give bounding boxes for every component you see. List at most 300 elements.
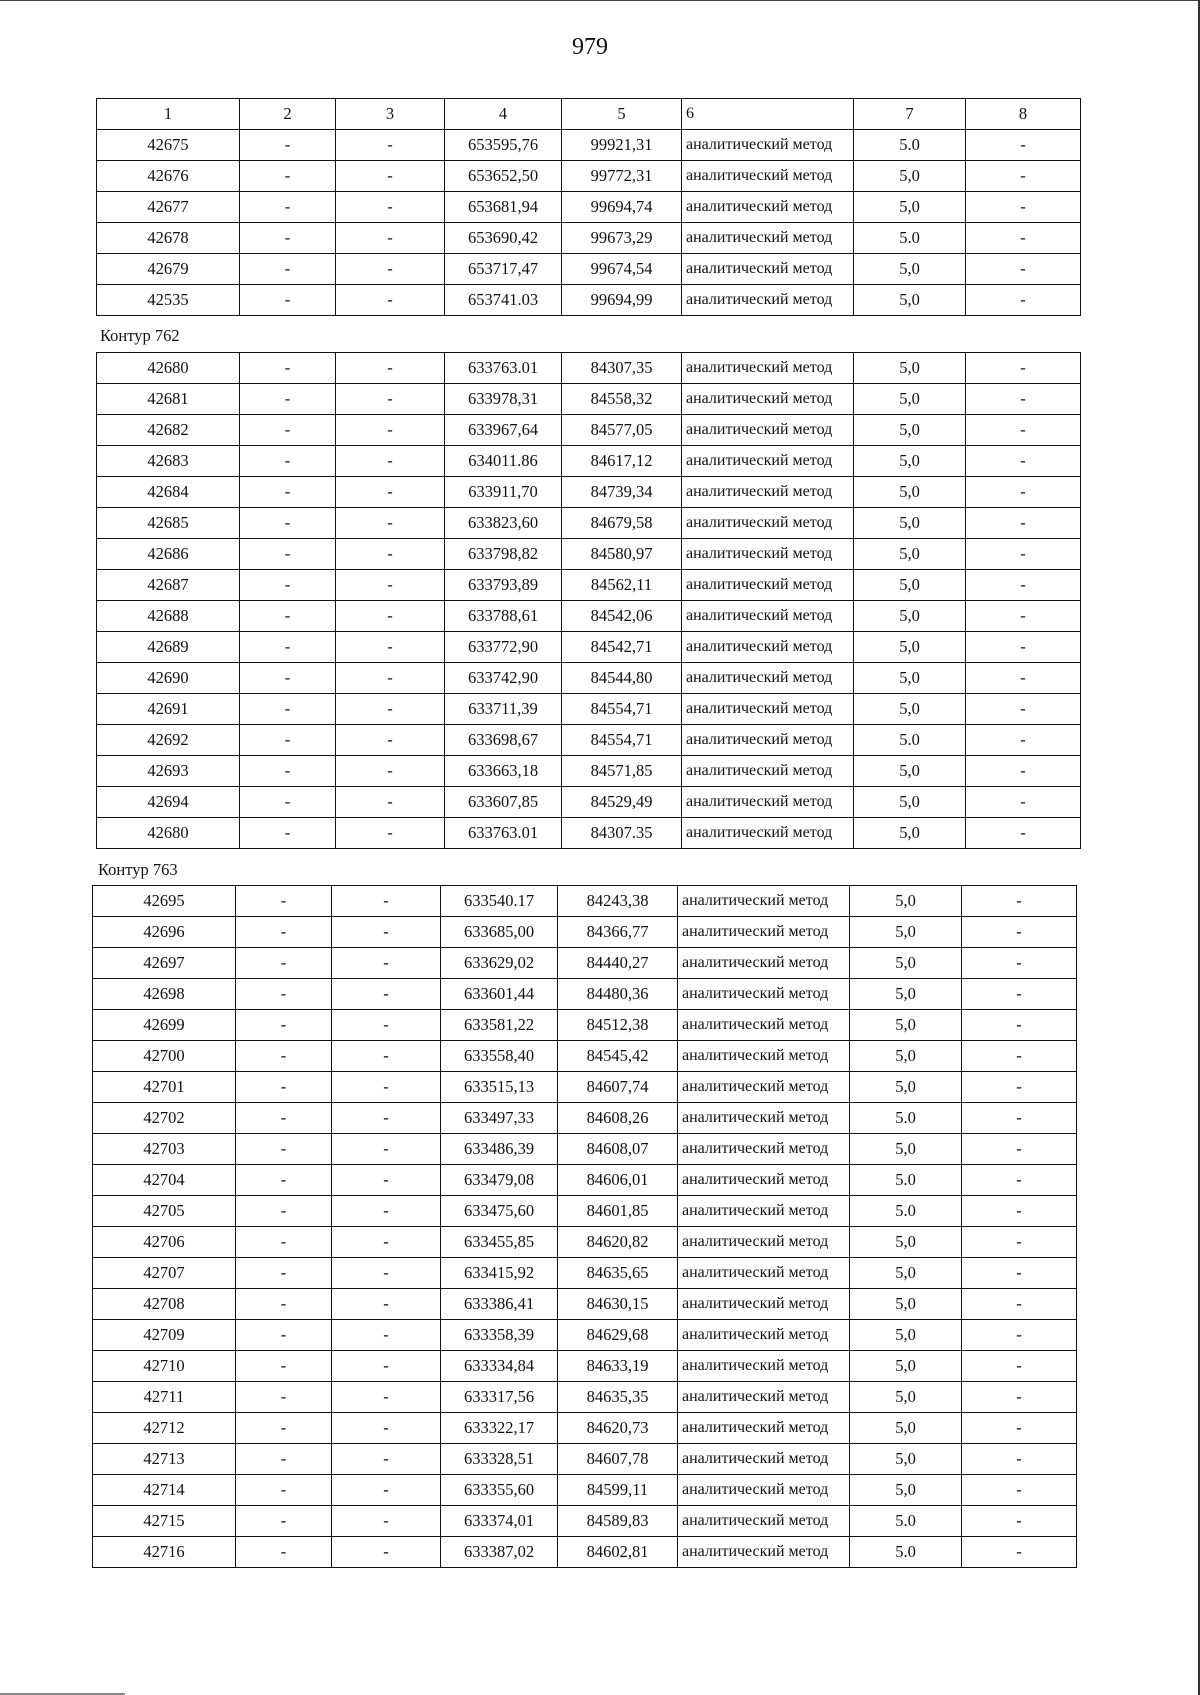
point-number-cell: 42709 — [93, 1320, 236, 1351]
col-8-cell: - — [962, 1475, 1077, 1506]
accuracy-cell: 5,0 — [854, 477, 966, 508]
point-number-cell: 1 — [97, 99, 240, 130]
accuracy-cell: 5,0 — [854, 415, 966, 446]
y-coordinate-cell: 84542,71 — [562, 632, 682, 663]
y-coordinate-cell: 84620,73 — [558, 1413, 678, 1444]
x-coordinate-cell: 633788,61 — [445, 601, 562, 632]
table-row — [93, 1444, 1077, 1475]
table-row — [93, 1103, 1077, 1134]
col-3-cell: - — [332, 1320, 441, 1351]
point-number-cell: 42690 — [97, 663, 240, 694]
table-row — [97, 663, 1081, 694]
method-cell: аналитический метод — [682, 446, 854, 477]
col-8-cell: - — [962, 1041, 1077, 1072]
col-8-cell: - — [962, 1506, 1077, 1537]
x-coordinate-cell: 633386,41 — [441, 1289, 558, 1320]
col-8-cell: - — [962, 1258, 1077, 1289]
method-cell: аналитический метод — [682, 192, 854, 223]
accuracy-cell: 5,0 — [854, 539, 966, 570]
table-row — [97, 818, 1081, 849]
col-2-cell: - — [240, 446, 336, 477]
point-number-cell: 42692 — [97, 725, 240, 756]
col-2-cell: - — [236, 1196, 332, 1227]
y-coordinate-cell: 84607,78 — [558, 1444, 678, 1475]
accuracy-cell: 5,0 — [854, 285, 966, 316]
x-coordinate-cell: 633558,40 — [441, 1041, 558, 1072]
method-cell: аналитический метод — [682, 601, 854, 632]
col-3-cell: - — [332, 1227, 441, 1258]
point-number-cell: 42693 — [97, 756, 240, 787]
point-number-cell: 42706 — [93, 1227, 236, 1258]
col-3-cell: - — [336, 477, 445, 508]
x-coordinate-cell: 633540.17 — [441, 886, 558, 917]
col-2-cell: - — [240, 663, 336, 694]
method-cell: аналитический метод — [678, 1196, 850, 1227]
x-coordinate-cell: 633663,18 — [445, 756, 562, 787]
col-3-cell: - — [332, 1537, 441, 1568]
accuracy-cell: 5,0 — [854, 694, 966, 725]
y-coordinate-cell: 84562,11 — [562, 570, 682, 601]
col-3-cell: - — [336, 632, 445, 663]
col-3-cell: - — [332, 886, 441, 917]
point-number-cell: 42686 — [97, 539, 240, 570]
col-3-cell: - — [336, 663, 445, 694]
x-coordinate-cell: 633742,90 — [445, 663, 562, 694]
x-coordinate-cell: 633317,56 — [441, 1382, 558, 1413]
x-coordinate-cell: 633978,31 — [445, 384, 562, 415]
x-coordinate-cell: 634011.86 — [445, 446, 562, 477]
x-coordinate-cell: 633772,90 — [445, 632, 562, 663]
col-2-cell: - — [236, 1258, 332, 1289]
x-coordinate-cell: 633358,39 — [441, 1320, 558, 1351]
col-2-cell: - — [240, 254, 336, 285]
accuracy-cell: 5.0 — [854, 130, 966, 161]
method-cell: аналитический метод — [678, 1320, 850, 1351]
col-3-cell: - — [336, 570, 445, 601]
table-row — [97, 353, 1081, 384]
accuracy-cell: 5,0 — [854, 161, 966, 192]
y-coordinate-cell: 84601,85 — [558, 1196, 678, 1227]
method-cell: аналитический метод — [682, 353, 854, 384]
accuracy-cell: 5,0 — [850, 886, 962, 917]
method-cell: аналитический метод — [678, 1537, 850, 1568]
point-number-cell: 42699 — [93, 1010, 236, 1041]
point-number-cell: 42677 — [97, 192, 240, 223]
col-2-cell: - — [240, 601, 336, 632]
method-cell: аналитический метод — [678, 1413, 850, 1444]
method-cell: аналитический метод — [682, 787, 854, 818]
table-row — [93, 1258, 1077, 1289]
col-8-cell: - — [966, 223, 1081, 254]
table-row — [97, 632, 1081, 663]
x-coordinate-cell: 633967,64 — [445, 415, 562, 446]
y-coordinate-cell: 84480,36 — [558, 979, 678, 1010]
point-number-cell: 42698 — [93, 979, 236, 1010]
accuracy-cell: 5,0 — [850, 1444, 962, 1475]
x-coordinate-cell: 653690,42 — [445, 223, 562, 254]
table-row — [93, 979, 1077, 1010]
accuracy-cell: 5,0 — [854, 570, 966, 601]
point-number-cell: 42535 — [97, 285, 240, 316]
page-number: 979 — [572, 34, 608, 60]
col-3-cell: - — [332, 1413, 441, 1444]
x-coordinate-cell: 633911,70 — [445, 477, 562, 508]
table-row — [93, 917, 1077, 948]
col-3-cell: 3 — [336, 99, 445, 130]
table-row — [97, 477, 1081, 508]
accuracy-cell: 5,0 — [850, 1134, 962, 1165]
accuracy-cell: 5,0 — [850, 917, 962, 948]
method-cell: аналитический метод — [682, 254, 854, 285]
point-number-cell: 42712 — [93, 1413, 236, 1444]
x-coordinate-cell: 633711,39 — [445, 694, 562, 725]
col-2-cell: - — [240, 477, 336, 508]
point-number-cell: 42700 — [93, 1041, 236, 1072]
x-coordinate-cell: 633455,85 — [441, 1227, 558, 1258]
col-8-cell: - — [962, 1010, 1077, 1041]
col-8-cell: - — [966, 353, 1081, 384]
method-cell: аналитический метод — [678, 886, 850, 917]
y-coordinate-cell: 84542,06 — [562, 601, 682, 632]
col-2-cell: - — [236, 1351, 332, 1382]
table-row — [97, 570, 1081, 601]
table-row — [93, 1289, 1077, 1320]
method-cell: аналитический метод — [678, 1289, 850, 1320]
col-8-cell: - — [962, 917, 1077, 948]
point-number-cell: 42702 — [93, 1103, 236, 1134]
col-8-cell: - — [962, 1196, 1077, 1227]
col-8-cell: - — [962, 1072, 1077, 1103]
point-number-cell: 42683 — [97, 446, 240, 477]
method-cell: аналитический метод — [678, 1258, 850, 1289]
col-3-cell: - — [336, 192, 445, 223]
col-8-cell: - — [966, 725, 1081, 756]
x-coordinate-cell: 633486,39 — [441, 1134, 558, 1165]
table-row — [97, 161, 1081, 192]
point-number-cell: 42676 — [97, 161, 240, 192]
table-row — [93, 1351, 1077, 1382]
col-2-cell: - — [240, 632, 336, 663]
point-number-cell: 42680 — [97, 818, 240, 849]
table-row — [97, 508, 1081, 539]
contour-763-table — [92, 885, 1077, 1568]
method-cell: аналитический метод — [682, 223, 854, 254]
y-coordinate-cell: 84545,42 — [558, 1041, 678, 1072]
point-number-cell: 42675 — [97, 130, 240, 161]
col-3-cell: - — [336, 254, 445, 285]
accuracy-cell: 5,0 — [850, 1413, 962, 1444]
point-number-cell: 42679 — [97, 254, 240, 285]
method-cell: аналитический метод — [682, 415, 854, 446]
y-coordinate-cell: 5 — [562, 99, 682, 130]
col-2-cell: - — [236, 1072, 332, 1103]
y-coordinate-cell: 84366,77 — [558, 917, 678, 948]
table-row — [97, 254, 1081, 285]
method-cell: аналитический метод — [678, 1382, 850, 1413]
col-8-cell: - — [966, 446, 1081, 477]
col-2-cell: - — [236, 1413, 332, 1444]
y-coordinate-cell: 84635,65 — [558, 1258, 678, 1289]
accuracy-cell: 5,0 — [854, 384, 966, 415]
x-coordinate-cell: 633475,60 — [441, 1196, 558, 1227]
contour-763-label: Контур 763 — [98, 860, 178, 879]
col-3-cell: - — [336, 161, 445, 192]
point-number-cell: 42715 — [93, 1506, 236, 1537]
col-8-cell: - — [966, 570, 1081, 601]
point-number-cell: 42685 — [97, 508, 240, 539]
method-cell: аналитический метод — [682, 384, 854, 415]
col-8-cell: - — [962, 1134, 1077, 1165]
method-cell: аналитический метод — [678, 1072, 850, 1103]
table-row — [97, 725, 1081, 756]
col-2-cell: - — [236, 1537, 332, 1568]
y-coordinate-cell: 84633,19 — [558, 1351, 678, 1382]
col-3-cell: - — [336, 508, 445, 539]
col-2-cell: - — [236, 1227, 332, 1258]
table-row — [97, 756, 1081, 787]
y-coordinate-cell: 84739,34 — [562, 477, 682, 508]
col-8-cell: - — [966, 130, 1081, 161]
point-number-cell: 42680 — [97, 353, 240, 384]
col-8-cell: - — [966, 601, 1081, 632]
table-row — [97, 601, 1081, 632]
table-row — [93, 1227, 1077, 1258]
x-coordinate-cell: 633798,82 — [445, 539, 562, 570]
col-8-cell: - — [966, 632, 1081, 663]
y-coordinate-cell: 84620,82 — [558, 1227, 678, 1258]
method-cell: аналитический метод — [682, 818, 854, 849]
x-coordinate-cell: 633793,89 — [445, 570, 562, 601]
y-coordinate-cell: 84529,49 — [562, 787, 682, 818]
x-coordinate-cell: 633629,02 — [441, 948, 558, 979]
accuracy-cell: 5,0 — [854, 601, 966, 632]
table-row — [97, 285, 1081, 316]
accuracy-cell: 5.0 — [850, 1103, 962, 1134]
x-coordinate-cell: 633685,00 — [441, 917, 558, 948]
col-2-cell: - — [236, 886, 332, 917]
col-2-cell: - — [236, 1289, 332, 1320]
x-coordinate-cell: 633763.01 — [445, 353, 562, 384]
y-coordinate-cell: 84580,97 — [562, 539, 682, 570]
point-number-cell: 42710 — [93, 1351, 236, 1382]
table-row — [97, 787, 1081, 818]
x-coordinate-cell: 633515,13 — [441, 1072, 558, 1103]
col-8-cell: - — [966, 161, 1081, 192]
col-3-cell: - — [332, 1444, 441, 1475]
method-cell: аналитический метод — [678, 1506, 850, 1537]
accuracy-cell: 5,0 — [850, 979, 962, 1010]
point-number-cell: 42689 — [97, 632, 240, 663]
x-coordinate-cell: 633698,67 — [445, 725, 562, 756]
method-cell: аналитический метод — [678, 1351, 850, 1382]
point-number-cell: 42703 — [93, 1134, 236, 1165]
method-cell: аналитический метод — [682, 725, 854, 756]
method-cell: аналитический метод — [678, 1475, 850, 1506]
accuracy-cell: 5,0 — [854, 353, 966, 384]
y-coordinate-cell: 84512,38 — [558, 1010, 678, 1041]
col-8-cell: - — [966, 477, 1081, 508]
col-2-cell: - — [240, 353, 336, 384]
table-header-row — [97, 99, 1081, 130]
col-2-cell: - — [236, 1041, 332, 1072]
accuracy-cell: 5,0 — [854, 192, 966, 223]
col-3-cell: - — [332, 917, 441, 948]
method-cell: аналитический метод — [678, 1103, 850, 1134]
col-3-cell: - — [332, 1382, 441, 1413]
accuracy-cell: 5,0 — [850, 1227, 962, 1258]
col-2-cell: - — [240, 285, 336, 316]
x-coordinate-cell: 4 — [445, 99, 562, 130]
col-2-cell: - — [240, 223, 336, 254]
col-2-cell: - — [240, 415, 336, 446]
x-coordinate-cell: 653741.03 — [445, 285, 562, 316]
col-8-cell: - — [966, 756, 1081, 787]
point-number-cell: 42687 — [97, 570, 240, 601]
contour-762-table — [96, 352, 1081, 849]
y-coordinate-cell: 84635,35 — [558, 1382, 678, 1413]
x-coordinate-cell: 633328,51 — [441, 1444, 558, 1475]
accuracy-cell: 5.0 — [850, 1165, 962, 1196]
y-coordinate-cell: 84629,68 — [558, 1320, 678, 1351]
table-row — [93, 1382, 1077, 1413]
method-cell: аналитический метод — [678, 917, 850, 948]
page-top-edge — [0, 0, 1200, 1]
method-cell: аналитический метод — [682, 130, 854, 161]
col-8-cell: - — [962, 948, 1077, 979]
x-coordinate-cell: 633355,60 — [441, 1475, 558, 1506]
table-row — [93, 1134, 1077, 1165]
col-2-cell: - — [236, 948, 332, 979]
method-cell: аналитический метод — [682, 161, 854, 192]
method-cell: аналитический метод — [678, 948, 850, 979]
y-coordinate-cell: 84608,26 — [558, 1103, 678, 1134]
method-cell: аналитический метод — [678, 1134, 850, 1165]
col-2-cell: - — [240, 787, 336, 818]
point-number-cell: 42697 — [93, 948, 236, 979]
col-2-cell: - — [236, 1444, 332, 1475]
col-8-cell: - — [962, 1413, 1077, 1444]
col-3-cell: - — [336, 130, 445, 161]
col-3-cell: - — [332, 1041, 441, 1072]
y-coordinate-cell: 84307,35 — [562, 353, 682, 384]
method-cell: аналитический метод — [682, 570, 854, 601]
col-3-cell: - — [336, 415, 445, 446]
col-2-cell: - — [240, 570, 336, 601]
col-8-cell: - — [962, 1320, 1077, 1351]
col-3-cell: - — [336, 539, 445, 570]
col-8-cell: - — [962, 1103, 1077, 1134]
table-row — [93, 948, 1077, 979]
point-number-cell: 42691 — [97, 694, 240, 725]
x-coordinate-cell: 633601,44 — [441, 979, 558, 1010]
coordinates-table-top — [96, 98, 1081, 316]
col-8-cell: - — [962, 886, 1077, 917]
table-row — [93, 1165, 1077, 1196]
col-3-cell: - — [332, 1475, 441, 1506]
col-8-cell: - — [966, 285, 1081, 316]
y-coordinate-cell: 84606,01 — [558, 1165, 678, 1196]
method-cell: аналитический метод — [678, 979, 850, 1010]
x-coordinate-cell: 633415,92 — [441, 1258, 558, 1289]
col-8-cell: - — [966, 508, 1081, 539]
table-row — [97, 539, 1081, 570]
y-coordinate-cell: 84554,71 — [562, 725, 682, 756]
col-2-cell: - — [240, 508, 336, 539]
method-cell: аналитический метод — [682, 285, 854, 316]
method-cell: аналитический метод — [678, 1041, 850, 1072]
accuracy-cell: 5.0 — [850, 1506, 962, 1537]
y-coordinate-cell: 99694,99 — [562, 285, 682, 316]
col-2-cell: - — [236, 1506, 332, 1537]
x-coordinate-cell: 653681,94 — [445, 192, 562, 223]
point-number-cell: 42707 — [93, 1258, 236, 1289]
col-3-cell: - — [336, 223, 445, 254]
col-3-cell: - — [336, 353, 445, 384]
accuracy-cell: 5,0 — [850, 1010, 962, 1041]
x-coordinate-cell: 633387,02 — [441, 1537, 558, 1568]
point-number-cell: 42711 — [93, 1382, 236, 1413]
col-8-cell: - — [962, 979, 1077, 1010]
y-coordinate-cell: 84544,80 — [562, 663, 682, 694]
method-cell: аналитический метод — [682, 756, 854, 787]
y-coordinate-cell: 99673,29 — [562, 223, 682, 254]
accuracy-cell: 5,0 — [854, 446, 966, 477]
x-coordinate-cell: 653595,76 — [445, 130, 562, 161]
x-coordinate-cell: 633607,85 — [445, 787, 562, 818]
x-coordinate-cell: 633497,33 — [441, 1103, 558, 1134]
accuracy-cell: 5,0 — [854, 632, 966, 663]
col-8-cell: - — [966, 663, 1081, 694]
method-cell: аналитический метод — [678, 1227, 850, 1258]
col-3-cell: - — [336, 446, 445, 477]
col-3-cell: - — [332, 1506, 441, 1537]
col-2-cell: - — [240, 384, 336, 415]
col-2-cell: - — [236, 1475, 332, 1506]
col-8-cell: - — [962, 1165, 1077, 1196]
point-number-cell: 42695 — [93, 886, 236, 917]
method-cell: аналитический метод — [678, 1010, 850, 1041]
method-cell: аналитический метод — [678, 1444, 850, 1475]
point-number-cell: 42714 — [93, 1475, 236, 1506]
col-3-cell: - — [332, 948, 441, 979]
col-3-cell: - — [332, 1289, 441, 1320]
accuracy-cell: 5,0 — [854, 818, 966, 849]
method-cell: 6 — [682, 99, 854, 130]
col-8-cell: - — [962, 1289, 1077, 1320]
table-row — [97, 192, 1081, 223]
accuracy-cell: 5,0 — [850, 1351, 962, 1382]
accuracy-cell: 5,0 — [850, 1382, 962, 1413]
point-number-cell: 42704 — [93, 1165, 236, 1196]
accuracy-cell: 5,0 — [850, 1289, 962, 1320]
x-coordinate-cell: 633763.01 — [445, 818, 562, 849]
point-number-cell: 42713 — [93, 1444, 236, 1475]
col-8-cell: - — [966, 192, 1081, 223]
point-number-cell: 42716 — [93, 1537, 236, 1568]
table-row — [97, 694, 1081, 725]
accuracy-cell: 5,0 — [854, 254, 966, 285]
col-3-cell: - — [332, 1165, 441, 1196]
col-2-cell: - — [236, 1320, 332, 1351]
x-coordinate-cell: 653652,50 — [445, 161, 562, 192]
accuracy-cell: 5.0 — [854, 725, 966, 756]
point-number-cell: 42678 — [97, 223, 240, 254]
col-2-cell: 2 — [240, 99, 336, 130]
col-3-cell: - — [332, 1258, 441, 1289]
y-coordinate-cell: 84554,71 — [562, 694, 682, 725]
col-8-cell: 8 — [966, 99, 1081, 130]
col-2-cell: - — [236, 1103, 332, 1134]
